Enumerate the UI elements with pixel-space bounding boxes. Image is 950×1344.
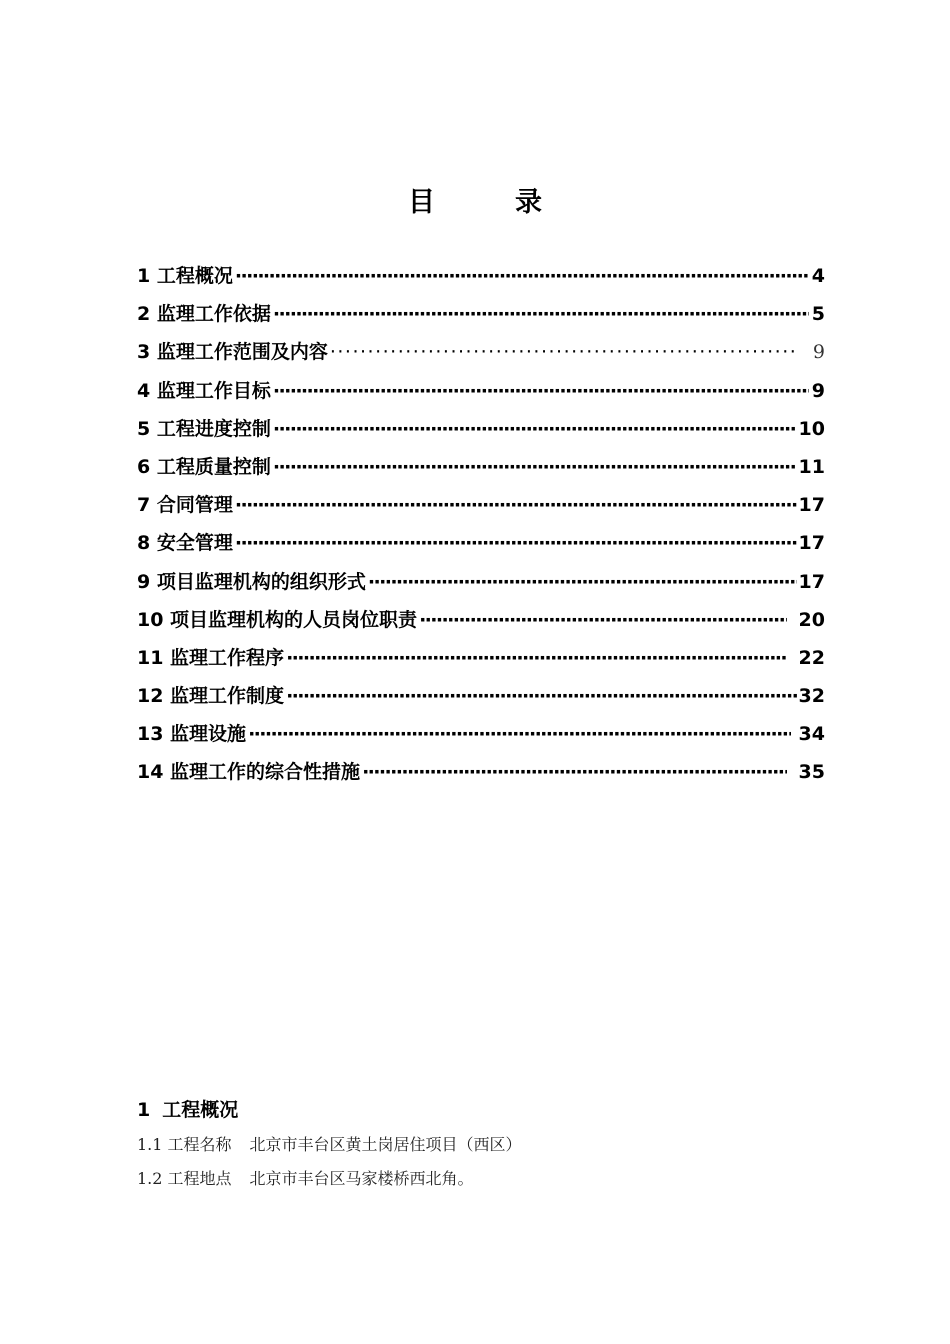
toc-entry[interactable] (137, 677, 825, 715)
project-location-label: 1.2 工程地点 (137, 1169, 232, 1188)
toc-entry-page: 5 (811, 303, 825, 326)
toc-entry-label: 12 监理工作制度 (137, 685, 285, 708)
toc-entry-page: 11 (798, 455, 825, 478)
toc-entry[interactable] (137, 486, 825, 524)
toc-entry-label: 3 监理工作范围及内容 (137, 341, 328, 364)
toc-leader-dots (273, 410, 797, 448)
toc-leader-dots (235, 257, 809, 295)
toc-entry-label: 2 监理工作依据 (137, 303, 271, 326)
toc-entry-label: 5 工程进度控制 (137, 417, 271, 440)
toc-entry-page: 4 (811, 265, 825, 287)
toc-entry-page: 32 (798, 685, 825, 708)
toc-leader-dots (273, 295, 809, 333)
toc-entry-page: 17 (798, 532, 825, 555)
toc-entry-label: 1 工程概况 (137, 265, 233, 287)
project-name-value: 北京市丰台区黄土岗居住项目（西区） (249, 1135, 522, 1154)
title-char-1: 目 (408, 187, 435, 218)
toc-leader-dots (273, 372, 809, 410)
toc-entry-label: 9 项目监理机构的组织形式 (137, 570, 366, 593)
toc-entry-page: 17 (798, 570, 825, 593)
toc-entry[interactable] (137, 410, 825, 448)
toc-entry-page: 10 (798, 417, 825, 440)
toc-leader-dots (235, 524, 797, 562)
section-heading (137, 1095, 238, 1122)
toc-entry-label: 6 工程质量控制 (137, 455, 271, 478)
toc-entry-page: 9 (812, 341, 825, 364)
toc-entry-page: 22 (798, 646, 825, 669)
toc-entry[interactable] (137, 639, 825, 677)
toc-entry[interactable] (137, 753, 825, 791)
toc-entry-label: 11 监理工作程序 (137, 646, 285, 669)
toc-leader-dots (368, 563, 797, 601)
section-title: 工程概况 (162, 1099, 239, 1121)
toc-entry[interactable] (137, 257, 825, 295)
title-char-2: 录 (515, 187, 542, 218)
toc-leader-dots (286, 639, 786, 677)
toc-entry-page: 20 (798, 608, 825, 631)
toc-entry[interactable] (137, 333, 825, 371)
project-location-value: 北京市丰台区马家楼桥西北角。 (249, 1169, 474, 1188)
toc-entry[interactable] (137, 448, 825, 486)
toc-entry-page: 34 (798, 723, 825, 746)
toc-leader-dots (273, 448, 797, 486)
toc-entry-page: 17 (798, 494, 825, 517)
toc-entry[interactable] (137, 601, 825, 639)
page-title (0, 180, 950, 219)
toc-entry-label: 13 监理设施 (137, 723, 247, 746)
project-location-line (137, 1166, 474, 1189)
project-name-label: 1.1 工程名称 (137, 1135, 232, 1154)
toc-leader-dots (286, 677, 796, 715)
toc-entry[interactable] (137, 715, 825, 753)
section-number: 1 (137, 1099, 151, 1121)
toc-entry-label: 10 项目监理机构的人员岗位职责 (137, 608, 418, 631)
toc-leader-dots (235, 486, 797, 524)
toc-entry-page: 9 (811, 379, 825, 402)
toc-entry[interactable] (137, 295, 825, 333)
toc-entry-label: 14 监理工作的综合性措施 (137, 761, 361, 784)
toc-entry-label: 7 合同管理 (137, 494, 233, 517)
toc-entry[interactable] (137, 372, 825, 410)
project-name-line (137, 1132, 522, 1155)
toc-leader-dots (419, 601, 786, 639)
toc-leader-dots (248, 715, 790, 753)
toc-leader-dots (330, 333, 797, 371)
toc-entry-page: 35 (798, 761, 825, 784)
table-of-contents (137, 257, 825, 792)
toc-entry-label: 4 监理工作目标 (137, 379, 271, 402)
toc-entry-label: 8 安全管理 (137, 532, 233, 555)
toc-entry[interactable] (137, 563, 825, 601)
toc-leader-dots (362, 753, 786, 791)
toc-entry[interactable] (137, 524, 825, 562)
